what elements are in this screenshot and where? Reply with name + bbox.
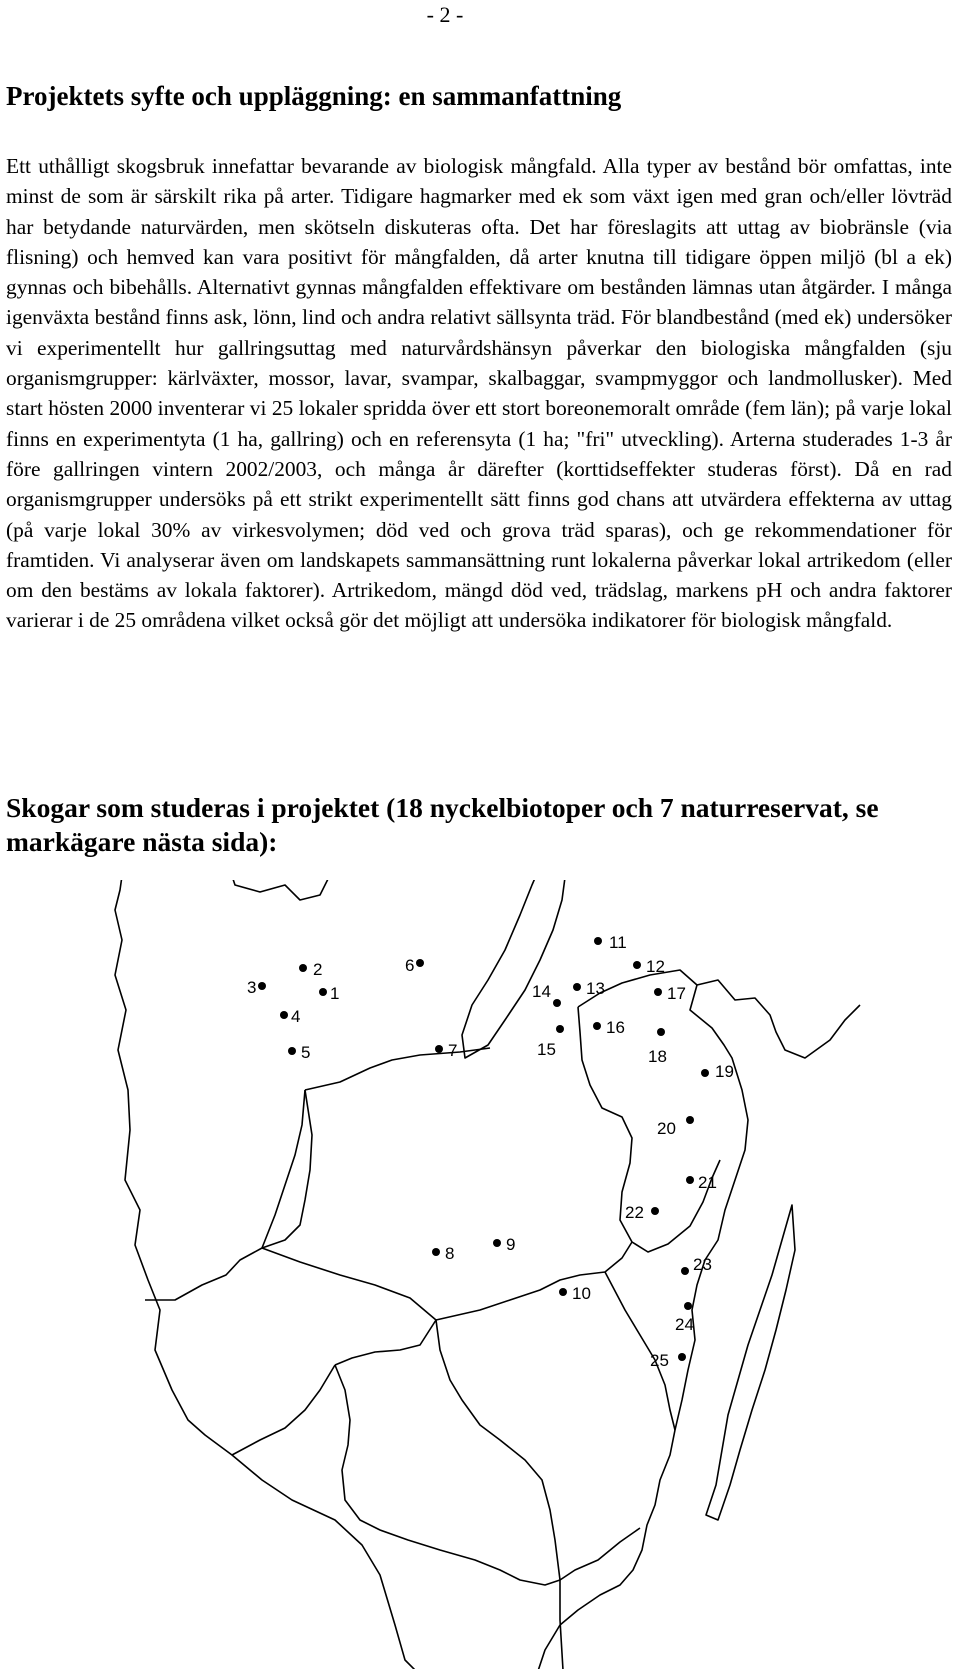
site-marker-label: 15 — [537, 1040, 556, 1059]
section-heading-summary: Projektets syfte och uppläggning: en sammanfattning — [6, 81, 622, 111]
site-marker-label: 16 — [606, 1018, 625, 1037]
map-lake — [462, 880, 568, 1058]
site-marker-label: 19 — [715, 1062, 734, 1081]
map-border — [262, 1090, 305, 1248]
site-marker-label: 17 — [667, 984, 686, 1003]
map-border — [436, 1320, 563, 1669]
site-marker-label: 12 — [646, 957, 665, 976]
site-marker-dot — [258, 982, 266, 990]
map-island — [706, 1205, 795, 1520]
site-marker-label: 1 — [330, 984, 340, 1003]
site-marker-dot — [432, 1248, 440, 1256]
site-marker-label: 5 — [301, 1043, 311, 1062]
site-marker-dot — [686, 1116, 694, 1124]
section-heading-forests: Skogar som studeras i projektet (18 nyckelbiotoper och 7 naturreservat, se markägare nästa sida): — [6, 792, 879, 857]
site-marker-dot — [651, 1207, 659, 1215]
map-border — [262, 1248, 436, 1320]
site-marker-dot — [556, 1025, 564, 1033]
map-border — [335, 1320, 436, 1365]
map-border — [578, 1007, 720, 1252]
site-marker-dot — [678, 1353, 686, 1361]
site-marker-label: 4 — [291, 1007, 301, 1026]
map-border — [145, 1090, 312, 1300]
site-marker-dot — [684, 1302, 692, 1310]
site-marker-label: 13 — [586, 979, 605, 998]
site-marker-label: 8 — [445, 1244, 455, 1263]
map-border — [436, 1242, 632, 1320]
site-marker-label: 25 — [650, 1351, 669, 1370]
site-marker-label: 18 — [648, 1047, 667, 1066]
site-marker-dot — [686, 1176, 694, 1184]
site-marker-label: 11 — [609, 933, 627, 952]
site-markers — [247, 933, 734, 1370]
site-marker-label: 14 — [532, 982, 551, 1001]
site-marker-dot — [593, 1022, 601, 1030]
site-marker-label: 10 — [572, 1284, 591, 1303]
site-marker-label: 9 — [506, 1235, 516, 1254]
site-marker-dot — [559, 1288, 567, 1296]
site-marker-dot — [280, 1011, 288, 1019]
page-number: - 2 - — [426, 2, 464, 27]
site-marker-label: 20 — [657, 1119, 676, 1138]
site-marker-dot — [319, 988, 327, 996]
site-marker-dot — [573, 983, 581, 991]
site-marker-dot — [594, 937, 602, 945]
site-marker-dot — [701, 1069, 709, 1077]
site-marker-dot — [435, 1045, 443, 1053]
summary-paragraph: Ett uthålligt skogsbruk innefattar bevarande av biologisk mångfald. Alla typer av bestånd bör omfattas, inte minst de som är särskilt rika på arter. Tidigare hagmarker med ek som växt igen med gran och/eller lövträd har betydande naturvärden, men skötseln diskuteras ofta. Det har föreslagits att uttag av biobränsle (via flisning) och hemved kan vara positivt för mångfalden, då arter knutna till tidigare öppen miljö (bl a ek) gynnas och bibehålls. Alternativt gynnas mångfalden effektivare om bestånden lämnas utan åtgärder. I många igenväxta bestånd finns ask, lönn, lind och andra relativt sällsynta träd. För blandbestånd (med ek) undersöker vi experimentellt hur gallringsuttag med naturvårdshänsyn påverkar den biologiska mångfalden (sju organismgrupper: kärlväxter, mossor, lavar, svampar, skalbaggar, svampmyggor och landmollusker). Med start hösten 2000 inventerar vi 25 lokaler spridda över ett stort boreonemoralt område (fem län); på varje lokal finns en experimentyta (1 ha, gallring) och en referensyta (1 ha; "fri" utveckling). Arterna studerades 1-3 år före gallringen vintern 2002/2003, och många år därefter (korttidseffekter studeras först). Då en rad organismgrupper undersöks på ett strikt experimentellt sätt finns god chans att utvärdera effekterna av uttag (på varje lokal 30% av virkesvolymen; död ved och grova träd sparas), och ge rekommendationer för framtiden. Vi analyserar även om landskapets sammansättning runt lokalerna påverkar lokal artrikedom (eller om den bestäms av lokala faktorer). Artrikedom, mängd död ved, trädslag, markens pH och andra faktorer varierar i de 25 områdena vilket också gör det möjligt att undersöka indikatorer för biologisk mångfald. — [6, 154, 952, 633]
site-marker-label: 2 — [313, 960, 323, 979]
site-marker-label: 22 — [625, 1203, 644, 1222]
site-marker-label: 6 — [405, 956, 415, 975]
site-marker-dot — [493, 1239, 501, 1247]
map-inlet — [225, 880, 335, 900]
map-border — [335, 1365, 560, 1585]
site-marker-dot — [657, 1028, 665, 1036]
site-marker-dot — [553, 999, 561, 1007]
site-marker-dot — [299, 964, 307, 972]
site-marker-label: 21 — [698, 1173, 717, 1192]
map-border — [305, 1048, 490, 1090]
site-marker-dot — [288, 1047, 296, 1055]
site-marker-label: 7 — [448, 1041, 458, 1060]
site-marker-dot — [633, 961, 641, 969]
site-marker-label: 24 — [675, 1315, 694, 1334]
map-border — [560, 1528, 640, 1580]
site-marker-label: 3 — [247, 978, 257, 997]
map-border — [232, 1365, 335, 1455]
study-sites-map — [0, 880, 960, 1669]
site-marker-label: 23 — [693, 1255, 712, 1274]
site-marker-dot — [681, 1267, 689, 1275]
site-marker-dot — [416, 959, 424, 967]
site-marker-dot — [654, 988, 662, 996]
